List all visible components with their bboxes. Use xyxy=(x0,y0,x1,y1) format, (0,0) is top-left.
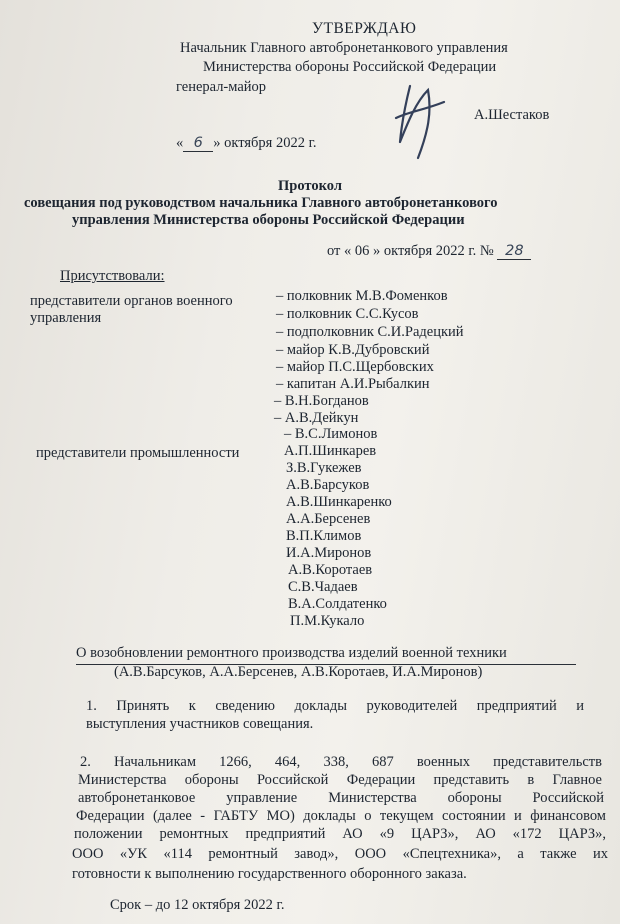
approval-date-open: « xyxy=(176,135,184,151)
industry-attendee: А.В.Шинкаренко xyxy=(286,494,392,510)
military-attendee: – майор К.В.Дубровский xyxy=(276,342,430,358)
military-attendee: – полковник С.С.Кусов xyxy=(276,306,419,322)
military-attendee: – майор П.С.Щербовских xyxy=(276,359,434,375)
military-attendee: – В.Н.Богданов xyxy=(274,393,369,409)
protocol-subtitle-2: управления Министерства обороны Российской Федерации xyxy=(72,212,465,228)
decision-2-line: Федерации (далее - ГАБТУ МО) доклады о текущем состоянии и финансовом xyxy=(76,808,606,824)
industry-attendee: П.М.Кукало xyxy=(290,613,365,629)
approval-line-2: Министерства обороны Российской Федерации xyxy=(203,59,497,75)
topic-speakers: (А.В.Барсуков, А.А.Берсенев, А.В.Коротаев, И.А.Миронов) xyxy=(114,664,483,680)
protocol-title: Протокол xyxy=(278,178,342,194)
decision-2-line: автобронетанковое управление Министерства обороны Российской xyxy=(78,790,604,806)
decision-1-line-1: 1. Принять к сведению доклады руководителей предприятий и xyxy=(86,698,584,714)
industry-attendee: В.А.Солдатенко xyxy=(288,596,387,612)
approval-title: УТВЕРЖДАЮ xyxy=(312,20,417,37)
decision-2-line: положении ремонтных предприятий АО «9 ЦАРЗ», АО «172 ЦАРЗ», xyxy=(74,826,606,842)
military-attendee: – подполковник С.И.Радецкий xyxy=(276,324,464,340)
military-attendee: – В.С.Лимонов xyxy=(284,426,378,442)
decision-2-line: Министерства обороны Российской Федерации представить в Главное xyxy=(78,772,602,788)
approval-date-day: 6 xyxy=(183,135,213,152)
industry-attendee: А.В.Коротаев xyxy=(288,562,373,578)
protocol-number-prefix: от « 06 » октября 2022 г. № xyxy=(327,243,494,259)
military-attendee: – полковник М.В.Фоменков xyxy=(276,288,448,304)
approval-date xyxy=(176,135,317,152)
protocol-subtitle-1: совещания под руководством начальника Главного автобронетанкового xyxy=(24,195,498,211)
protocol-number: 28 xyxy=(497,243,531,260)
industry-group-label: представители промышленности xyxy=(36,445,240,461)
approval-date-rest: » октября 2022 г. xyxy=(213,135,317,151)
industry-attendee: В.П.Климов xyxy=(286,528,362,544)
deadline: Срок – до 12 октября 2022 г. xyxy=(110,897,285,913)
military-attendee: – капитан А.И.Рыбалкин xyxy=(276,376,430,392)
signature-icon xyxy=(388,72,448,162)
industry-attendee: А.П.Шинкарев xyxy=(284,443,377,459)
topic-title: О возобновлении ремонтного производства изделий военной техники xyxy=(76,645,507,661)
military-group-label-2: управления xyxy=(30,310,102,326)
military-group-label-1: представители органов военного xyxy=(30,293,233,309)
decision-2-line: 2. Начальникам 1266, 464, 338, 687 военных представительств xyxy=(80,754,602,770)
industry-attendee: С.В.Чадаев xyxy=(288,579,358,595)
attendees-heading: Присутствовали: xyxy=(60,268,165,284)
military-attendee: – А.В.Дейкун xyxy=(274,410,359,426)
approval-rank: генерал-майор xyxy=(176,79,267,95)
decision-2-line: ООО «УК «114 ремонтный завод», ООО «Спецтехника», а также их xyxy=(72,846,608,862)
industry-attendee: А.А.Берсенев xyxy=(286,511,371,527)
industry-attendee: И.А.Миронов xyxy=(286,545,372,561)
protocol-number-line xyxy=(327,243,531,260)
industry-attendee: А.В.Барсуков xyxy=(286,477,370,493)
approval-line-1: Начальник Главного автобронетанкового управления xyxy=(180,40,508,56)
industry-attendee: З.В.Гукежев xyxy=(286,460,362,476)
decision-2-line: готовности к выполнению государственного оборонного заказа. xyxy=(72,866,467,882)
decision-1-line-2: выступления участников совещания. xyxy=(86,716,314,732)
approval-signer: А.Шестаков xyxy=(474,107,550,123)
